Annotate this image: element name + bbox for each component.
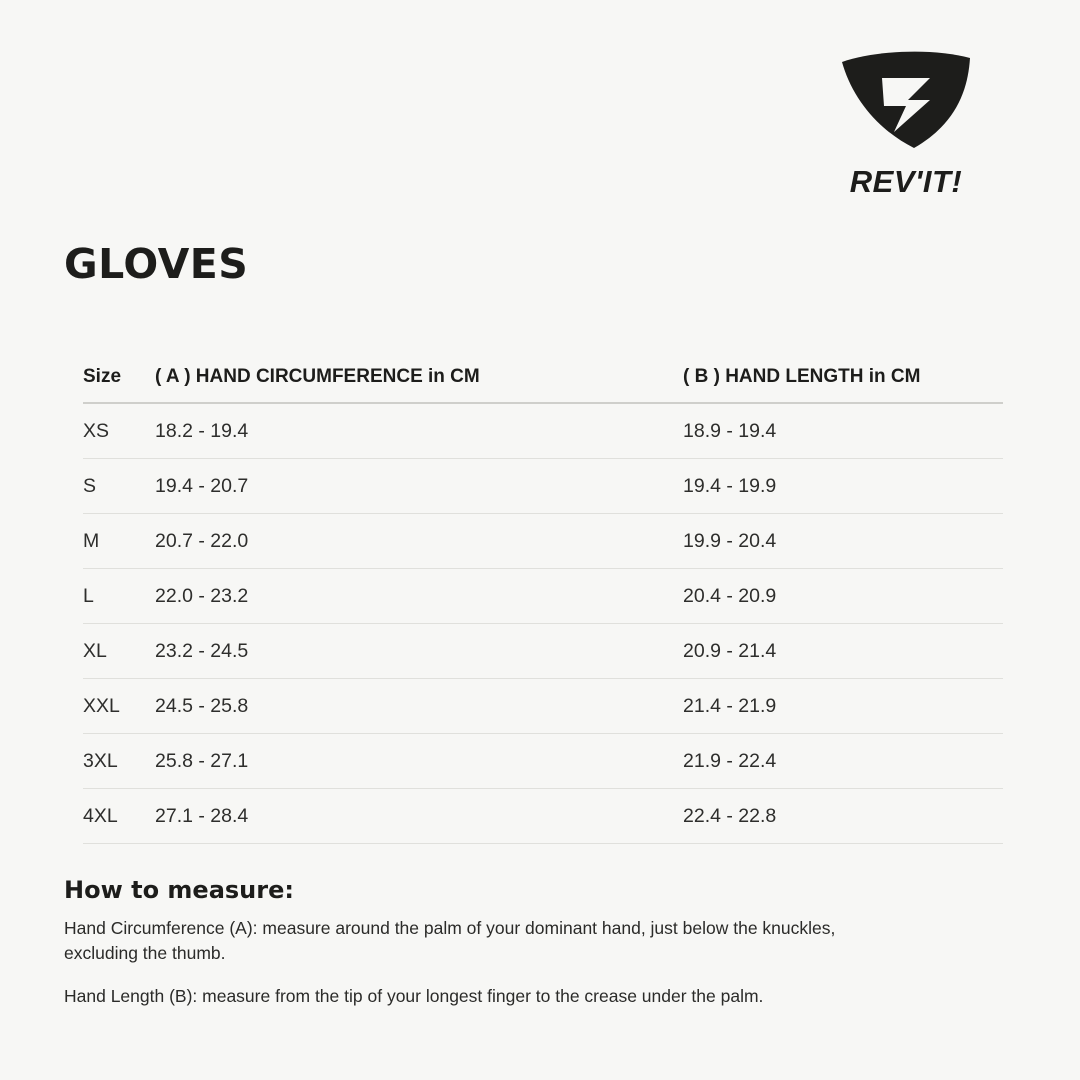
brand-wordmark: REV'IT!: [849, 164, 963, 199]
cell-size: L: [83, 569, 155, 624]
cell-circumference: 18.2 - 19.4: [155, 403, 683, 459]
table-row: [83, 459, 1003, 514]
cell-circumference: 27.1 - 28.4: [155, 789, 683, 844]
size-table-container: [83, 366, 1003, 844]
column-header-hand-length: ( B ) HAND LENGTH in CM: [683, 366, 1003, 403]
size-table: [83, 366, 1003, 844]
cell-length: 20.4 - 20.9: [683, 569, 1003, 624]
table-row: [83, 514, 1003, 569]
column-header-size: Size: [83, 366, 155, 403]
cell-circumference: 20.7 - 22.0: [155, 514, 683, 569]
table-body: [83, 403, 1003, 844]
cell-size: 4XL: [83, 789, 155, 844]
cell-size: XL: [83, 624, 155, 679]
table-row: [83, 734, 1003, 789]
table-header-row: [83, 366, 1003, 403]
cell-length: 18.9 - 19.4: [683, 403, 1003, 459]
brand-block: [818, 48, 994, 197]
cell-circumference: 25.8 - 27.1: [155, 734, 683, 789]
table-header: [83, 366, 1003, 403]
cell-size: S: [83, 459, 155, 514]
cell-length: 19.4 - 19.9: [683, 459, 1003, 514]
cell-length: 21.9 - 22.4: [683, 734, 1003, 789]
cell-size: XS: [83, 403, 155, 459]
cell-length: 22.4 - 22.8: [683, 789, 1003, 844]
table-row: [83, 624, 1003, 679]
how-to-measure-section: [64, 876, 924, 1009]
how-to-measure-circumference-text: Hand Circumference (A): measure around the palm of your dominant hand, just below the knuckles, excluding the thumb.: [64, 918, 836, 963]
cell-size: M: [83, 514, 155, 569]
cell-circumference: 19.4 - 20.7: [155, 459, 683, 514]
table-row: [83, 403, 1003, 459]
table-row: [83, 789, 1003, 844]
how-to-measure-length-text: Hand Length (B): measure from the tip of your longest finger to the crease under the palm.: [64, 985, 764, 1006]
cell-size: 3XL: [83, 734, 155, 789]
table-row: [83, 679, 1003, 734]
cell-circumference: 23.2 - 24.5: [155, 624, 683, 679]
revit-shield-logo-icon: [838, 48, 974, 152]
page-title: GLOVES: [64, 240, 249, 288]
cell-length: 20.9 - 21.4: [683, 624, 1003, 679]
how-to-measure-heading: How to measure:: [64, 876, 294, 904]
cell-length: 19.9 - 20.4: [683, 514, 1003, 569]
table-row: [83, 569, 1003, 624]
column-header-hand-circumference: ( A ) HAND CIRCUMFERENCE in CM: [155, 366, 683, 403]
cell-size: XXL: [83, 679, 155, 734]
cell-circumference: 22.0 - 23.2: [155, 569, 683, 624]
cell-circumference: 24.5 - 25.8: [155, 679, 683, 734]
cell-length: 21.4 - 21.9: [683, 679, 1003, 734]
